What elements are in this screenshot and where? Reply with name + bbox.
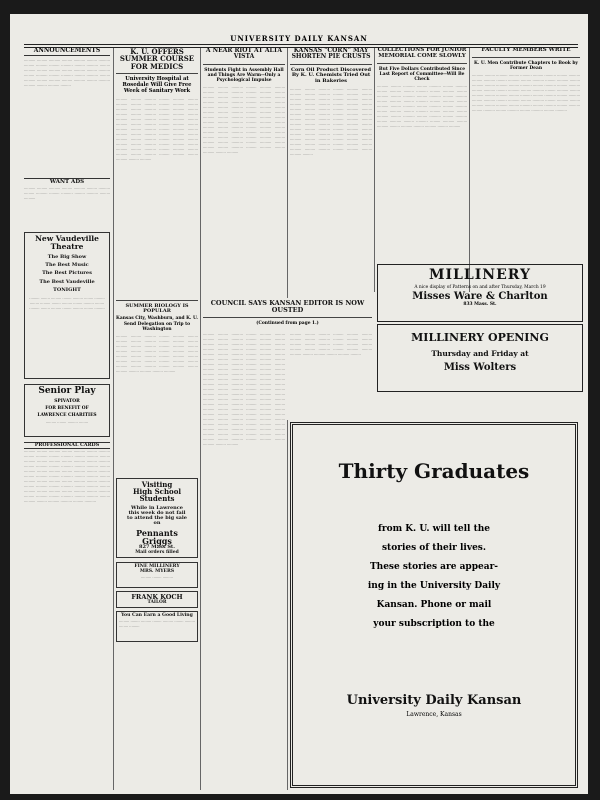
faculty-article-text: .......... ......... .......... ......... .......... ......... .......... ......... .......... ......... .......... ......... .......... ......... .......... ......... .......... ......... .......... ......... .......... ......... .......... ......... .......... ......... .......... ......... .......... ......... .......... ......... .......... ......... .......... ......... .......... ......... .......... ......... .......... ......... .......... ......... .......... ......... .......... ......... .......... ......... .......... ......... .......... ......... .......... ......... .......... ......... .......... ......... .......... ......... .......... ......... .......... ......... .......... ......... .......... ......... .......... (472, 72, 580, 112)
column-rule (287, 420, 288, 790)
council-text-left: .......... ......... .......... ......... .......... ......... .......... ......... .......... ......... .......... ......... .......... ......... .......... ......... .......... ......... .......... ......... .......... ......... .......... ......... .......... ......... .......... ......... .......... ......... .......... ......... .......... ......... .......... ......... .......... ......... .......... ......... .......... ......... .......... ......... .......... ......... .......... ......... .......... ......... .......... ......... .......... ......... .......... ......... .......... ......... .......... ......... .......... ......... .......... ......... .......... ......... .......... ......... .......... ......... .......... ......... .......... ......... .......... ......... .......... ......... .......... ......... .......... ......... .......... ......... .......... ......... .......... ......... .......... ......... .......... ......... .......... ......... .......... ......... .......... ......... .......... ......... .......... ......... .......... ......... .......... ......... .......... ......... .......... ......... .......... ......... .......... ......... .......... ......... .......... ......... .......... ......... .......... ......... .......... ......... .......... ......... .......... ......... .......... ......... .......... ......... .......... ......... .......... (203, 332, 285, 446)
faculty-headline: FACULTY MEMBERS WRITE (481, 48, 571, 53)
vaudeville-details: ......... ........ ......... ........ ......... ........ ......... ........ ......... ........ ......... ........ ......... ........ ......... ........ ......... ........ ......... ........ ......... (29, 296, 105, 311)
corn-subhead: Corn Oil Product Discovered By K. U. Chemists Tried Out in Bakeries (290, 66, 371, 85)
memorial-article-text: .......... ......... .......... ......... .......... ......... .......... ......... .......... ......... .......... ......... .......... ......... .......... ......... .......... ......... .......... ......... .......... ......... .......... ......... .......... ......... .......... ......... .......... ......... .......... ......... .......... ......... .......... ......... .......... ......... .......... ......... .......... ......... .......... ......... .......... ......... .......... ......... .......... ......... .......... ......... .......... ......... .......... ......... .......... ......... .......... ......... .......... ......... .......... (377, 83, 467, 128)
millinery-opening-title: MILLINERY OPENING (411, 331, 549, 344)
senior-play-line: LAWRENCE CHARITIES (37, 412, 97, 418)
subscription-ad-line: These stories are appear- (369, 562, 499, 572)
subscription-ad-line: your subscription to the (373, 619, 495, 629)
tailor-ad (116, 591, 198, 608)
column-rule (469, 48, 470, 292)
riot-headline: A NEAR RIOT AT ALTA VISTA (205, 48, 283, 61)
newspaper-page (10, 14, 588, 794)
memorial-subhead: But Five Dollars Contributed Since Last Report of Committee--Will Be Check (378, 66, 466, 82)
griggs-name: Griggs (142, 536, 172, 547)
millinery-opening-days: Thursday and Friday at (431, 348, 529, 358)
column-6 (472, 48, 580, 256)
vaudeville-item: The Best Vaudeville (39, 278, 95, 285)
mrs-myers: MRS. MYERS (139, 569, 175, 575)
biology-subhead: Kansas City, Washburn, and K. U. Send Delegation on Trip to Washington (116, 316, 198, 332)
subscription-ad-city: Lawrence, Kansas (406, 710, 462, 718)
millinery-opening-ad (377, 324, 583, 392)
vaudeville-title-1: New Vaudeville (35, 234, 99, 244)
mail-orders: Mail orders filled (135, 549, 179, 555)
subscription-ad-line: stories of their lives. (381, 543, 487, 553)
memorial-headline: COLLECTIONS FOR JUNIOR MEMORIAL COME SLOWLY (377, 48, 467, 59)
pennants-ad-line: Students (139, 494, 175, 504)
professional-cards-text: .......... ......... .......... ......... .......... ......... .......... ......... .......... ......... .......... ......... .......... ......... .......... ......... .......... ......... .......... ......... .......... ......... .......... ......... .......... ......... .......... ......... .......... ......... .......... ......... .......... ......... .......... ......... .......... ......... .......... ......... .......... ......... .......... ......... .......... ......... .......... ......... .......... ......... .......... ......... .......... ......... .......... ......... .......... ......... .......... ......... .......... ......... .......... ......... .......... ......... .......... ......... .......... ......... .......... ......... .......... .......... ......... .......... (24, 448, 110, 503)
millinery-shop-name: Misses Ware & Charlton (412, 290, 548, 302)
column-rule (113, 48, 114, 790)
riot-article-text: .......... ......... .......... ......... .......... ......... .......... ......... .......... ......... .......... ......... .......... ......... .......... ......... .......... ......... .......... ......... .......... ......... .......... ......... .......... ......... .......... ......... .......... ......... .......... ......... .......... ......... .......... ......... .......... ......... .......... ......... .......... ......... .......... ......... .......... ......... .......... ......... .......... ......... .......... ......... .......... ......... .......... ......... .......... ......... .......... ......... .......... ......... .......... ......... .......... ......... .......... ......... .......... ......... .......... ......... .......... ......... .......... ......... .......... ......... .......... ......... .......... (203, 84, 285, 154)
column-rule (374, 48, 375, 292)
subscription-ad (290, 422, 578, 788)
corn-headline: KANSAS "CORN" MAY SHORTEN PIE CRUSTS (291, 48, 371, 61)
vaudeville-item: TONIGHT (53, 286, 81, 293)
millinery-myers-ad: FINE MILLINERY MRS. MYERS ......... ........ ......... (116, 562, 198, 588)
riot-subhead: Students Fight in Assembly Hall and Things Are Warm--Only a Psychological Impulse (204, 67, 284, 83)
pennants-ad-line: Visiting (141, 479, 173, 489)
pennants-ad-line: High School (132, 486, 182, 496)
millinery-date-line: A nice display of Patterns on and after Thursday, March 19 (414, 284, 546, 290)
millinery-opening-name: Miss Wolters (443, 362, 517, 374)
earn-living-heading: You Can Earn a Good Living (121, 613, 193, 619)
senior-play-line: SPIVATOR (54, 398, 80, 404)
column-rule (200, 48, 201, 790)
medics-subhead: University Hospital at Rosedale Will Give Free Week of Sanitary Work (122, 76, 192, 94)
millinery-ad (377, 264, 583, 322)
pennants-ad-line: this week do not fail (128, 509, 186, 516)
column-rule (287, 48, 288, 298)
fine-millinery: FINE MILLINERY (134, 564, 180, 570)
subscription-ad-paper-name: University Daily Kansan (346, 693, 522, 708)
council-text-right: .......... ......... .......... ......... .......... ......... .......... ......... .......... ......... .......... ......... .......... ......... .......... ......... .......... ......... .......... ......... .......... ......... .......... ......... .......... ......... .......... ......... .......... ......... (290, 332, 372, 356)
corn-article-text: .......... ......... .......... ......... .......... ......... .......... ......... .......... ......... .......... ......... .......... ......... .......... ......... .......... ......... .......... ......... .......... ......... .......... ......... .......... ......... .......... ......... .......... ......... .......... ......... .......... ......... .......... ......... .......... ......... .......... ......... .......... ......... .......... ......... .......... ......... .......... ......... .......... ......... .......... ......... .......... ......... .......... ......... .......... ......... .......... ......... .......... ......... .......... ......... .......... ......... .......... ......... .......... ......... .......... ......... .......... ......... .......... ......... .......... ......... .......... ......... (290, 86, 372, 156)
subscription-ad-line: from K. U. will tell the (377, 524, 491, 534)
vaudeville-ad (24, 232, 110, 379)
pennants-ad-line: on (153, 520, 161, 527)
senior-play-title: Senior Play (38, 386, 96, 397)
announcements-heading: ANNOUNCEMENTS (24, 48, 110, 56)
column-1 (24, 48, 110, 788)
subscription-ad-line: Kansan. Phone or mail (376, 600, 492, 610)
earn-living-ad: You Can Earn a Good Living ......... ........ ......... ........ ......... ........ ......... ........ ......... (116, 611, 198, 642)
millinery-title: MILLINERY (429, 267, 531, 283)
biology-article-text: .......... ......... .......... ......... .......... ......... .......... ......... .......... ......... .......... ......... .......... ......... .......... ......... .......... ......... .......... ......... .......... ......... .......... ......... .......... ......... .......... ......... .......... ......... .......... ......... .......... ......... .......... ......... .......... ......... .......... ......... .......... ......... .......... ......... .......... ......... .......... (116, 333, 198, 373)
faculty-subhead: K. U. Men Contribute Chapters to Book by Former Dean (474, 60, 578, 71)
griggs-address: 827 Mass St. (139, 544, 175, 551)
pennants-name: Pennants (136, 527, 178, 538)
subscription-ad-title: Thirty Graduates (338, 459, 530, 483)
subscription-ad-line: ing in the University Daily (367, 581, 501, 591)
pennants-ad-line: to attend the big sale (127, 515, 187, 522)
want-ads-heading: WANT ADS (24, 178, 110, 186)
want-ads-text: .......... ......... .......... ......... .......... ......... .......... ......... .......... ......... .......... ......... .......... ......... .......... (24, 186, 110, 201)
millinery-address: 833 Mass. St. (463, 302, 497, 308)
senior-play-details: ......... ........ ......... ........ (45, 419, 89, 424)
vaudeville-title-2: Theatre (50, 241, 84, 251)
professional-cards-heading: PROFESSIONAL CARDS (24, 442, 110, 449)
biology-headline: SUMMER BIOLOGY IS POPULAR (125, 302, 189, 315)
column-5 (377, 48, 467, 256)
medics-article-text: .......... ......... .......... ......... .......... ......... .......... ......... .......... ......... .......... ......... .......... ......... .......... ......... .......... ......... .......... ......... .......... ......... .......... ......... .......... ......... .......... ......... .......... ......... .......... ......... .......... ......... .......... ......... .......... ......... .......... ......... .......... ......... .......... ......... .......... ......... .......... ......... .......... ......... .......... ......... .......... ......... .......... ......... .......... ......... .......... ......... .......... ......... .......... ......... .......... ......... .......... ......... .......... ......... .......... ......... .......... ......... .......... (116, 96, 198, 161)
column-3 (203, 48, 285, 298)
masthead: UNIVERSITY DAILY KANSAN (230, 34, 368, 43)
announcements-text: .......... ......... .......... ......... .......... ......... .......... ......... .......... ......... .......... ......... .......... ......... .......... ......... .......... ......... .......... ......... .......... ......... .......... ......... .......... ......... .......... ......... .......... ......... .......... ......... .......... ......... .......... .......... ......... .......... ......... (24, 58, 110, 88)
pennants-ad-line: While in Lawrence (131, 504, 183, 511)
medics-headline: K. U. OFFERS SUMMER COURSE FOR MEDICS (119, 48, 195, 71)
column-2 (116, 48, 198, 788)
council-continued: (Continued from page 1.) (256, 320, 319, 326)
senior-play-ad (24, 384, 110, 437)
senior-play-line: FOR BENEFIT OF (45, 405, 89, 411)
vaudeville-item: The Best Pictures (42, 270, 92, 277)
column-4 (290, 48, 372, 298)
pennants-ad (116, 478, 198, 559)
vaudeville-item: The Big Show (47, 253, 87, 260)
vaudeville-item: The Best Music (45, 262, 89, 269)
council-headline: COUNCIL SAYS KANSAN EDITOR IS NOW OUSTED (210, 300, 365, 314)
tailor: TAILOR (147, 599, 167, 605)
frank-koch: FRANK KOCH (131, 593, 183, 602)
subscription-ad-body (293, 520, 575, 634)
